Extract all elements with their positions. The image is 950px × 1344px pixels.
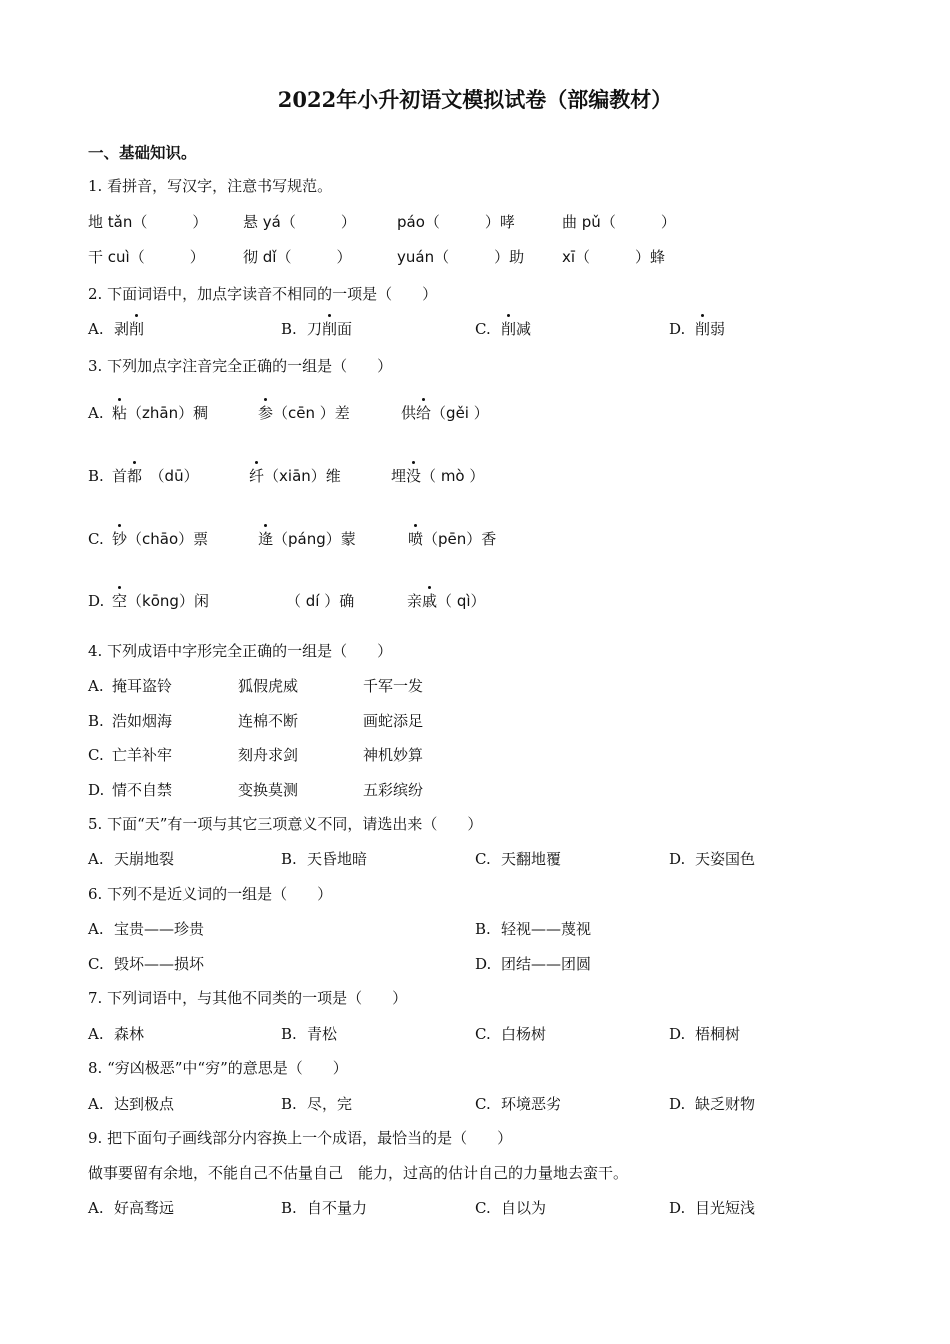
option-text: ） [468, 404, 489, 422]
option-letter: D. [669, 850, 686, 868]
question-5-stem: 5. 下面“天”有一项与其它三项意义不同，请选出来（ ） [88, 815, 483, 833]
option-text: ） [470, 592, 486, 610]
option-c [475, 319, 531, 339]
option-b [281, 1198, 367, 1218]
option-letter: C. [475, 850, 491, 868]
option-letter: C. [88, 746, 104, 764]
pinyin-item [243, 247, 352, 267]
answer-blank: （ ） [129, 248, 205, 266]
option-b [475, 919, 591, 939]
option-text: 梧桐树 [695, 1025, 741, 1043]
option-text: 减 [516, 320, 532, 338]
option-text: 刀 [307, 320, 323, 338]
pinyin-text: mò [440, 467, 465, 485]
option-letter: D. [669, 320, 686, 338]
option-text: 弱 [710, 320, 726, 338]
dotted-char: 都 [127, 467, 143, 485]
pinyin-text: pēn [438, 530, 467, 548]
option-text: 剥 [114, 320, 130, 338]
dotted-char: 没 [406, 467, 422, 485]
pinyin-choice [258, 529, 356, 549]
option-letter: A. [88, 320, 104, 338]
answer-blank: （ ）蜂 [575, 248, 666, 266]
option-a [88, 319, 144, 339]
pinyin-item [397, 247, 524, 267]
option-d [669, 849, 755, 869]
option-letter: C. [475, 1025, 491, 1043]
idiom: 浩如烟海 [112, 712, 173, 730]
question-8-stem: 8. “穷凶极恶”中“穷”的意思是（ ） [88, 1059, 348, 1077]
option-c [475, 1198, 546, 1218]
pinyin-choice [112, 466, 199, 486]
option-text: 好高骛远 [114, 1199, 175, 1217]
dotted-char: 削 [322, 320, 338, 338]
option-text: 目光短浅 [695, 1199, 756, 1217]
option-letter: A. [88, 1025, 104, 1043]
option-text: 尽，完 [307, 1095, 353, 1113]
dotted-char: 喷 [408, 530, 424, 548]
item-prefix: 曲 [562, 213, 582, 231]
option-letter: D. [88, 781, 105, 799]
option-text: ）闲 [178, 592, 209, 610]
pinyin-item [88, 212, 207, 232]
dotted-char: 空 [112, 592, 128, 610]
option-text: 缺乏财物 [695, 1095, 756, 1113]
bracket: （ [273, 404, 289, 422]
pinyin-text: páo [397, 213, 425, 231]
pinyin-text: dū [164, 467, 184, 485]
idiom: 狐假虎威 [238, 677, 299, 695]
option-letter: D. [475, 955, 492, 973]
answer-blank: （ ） [600, 213, 676, 231]
option-d [669, 319, 725, 339]
pinyin-item [243, 212, 356, 232]
dotted-char: 给 [416, 404, 432, 422]
pinyin-text: chāo [142, 530, 179, 548]
option-letter: A. [88, 1199, 104, 1217]
pinyin-text: tǎn [107, 213, 133, 231]
pinyin-text: zhān [142, 404, 179, 422]
option-text: 首 [112, 467, 128, 485]
pinyin-item [397, 212, 515, 232]
option-a [88, 1024, 144, 1044]
question-9-stem: 9. 把下面句子画线部分内容换上一个成语，最恰当的是（ ） [88, 1129, 513, 1147]
option-letter: D. [669, 1025, 686, 1043]
option-letter: C. [475, 320, 491, 338]
pinyin-choice [112, 403, 208, 423]
idiom: 五彩缤纷 [363, 781, 424, 799]
option-text: 供 [401, 404, 417, 422]
bracket: （ [273, 530, 289, 548]
pinyin-choice [112, 591, 209, 611]
option-letter: B. [88, 712, 104, 730]
option-text: 面 [337, 320, 353, 338]
page-title: 2022年小升初语文模拟试卷（部编教材） [277, 87, 673, 112]
option-text: 天姿国色 [695, 850, 756, 868]
option-text: 毁坏——损坏 [114, 955, 205, 973]
idiom: 画蛇添足 [363, 712, 424, 730]
option-text: ）确 [319, 592, 355, 610]
option-b [281, 319, 352, 339]
pinyin-item [88, 247, 205, 267]
bracket: （ [127, 404, 143, 422]
pinyin-item [562, 212, 676, 232]
item-prefix: 悬 [243, 213, 263, 231]
option-b [281, 849, 367, 869]
answer-blank: （ ）助 [434, 248, 525, 266]
pinyin-choice [112, 529, 208, 549]
option-letter: C. [475, 1199, 491, 1217]
pinyin-item [562, 247, 665, 267]
option-text: 团结——团圆 [501, 955, 592, 973]
option-letter: B. [88, 467, 104, 485]
bracket: （ [142, 467, 165, 485]
pinyin-text: dí [305, 592, 320, 610]
option-text: 天昏地暗 [307, 850, 368, 868]
option-letter: A. [88, 1095, 104, 1113]
option-d [475, 954, 591, 974]
dotted-char: 粘 [112, 404, 128, 422]
bracket: （ [421, 467, 441, 485]
pinyin-text: gěi [446, 404, 469, 422]
option-text: 轻视——蔑视 [501, 920, 592, 938]
question-2-stem: 2. 下面词语中，加点字读音不相同的一项是（ ） [88, 285, 438, 303]
question-9-sentence: 做事要留有余地，不能自己不估量自己 能力，过高的估计自己的力量地去蛮干。 [88, 1164, 629, 1182]
option-text: 白杨树 [501, 1025, 547, 1043]
pinyin-text: cēn [288, 404, 316, 422]
option-a [88, 1198, 174, 1218]
option-letter: B. [281, 850, 297, 868]
option-letter: A. [88, 920, 104, 938]
dotted-char: 戚 [422, 592, 438, 610]
idiom: 千军一发 [363, 677, 424, 695]
pinyin-text: dǐ [262, 248, 277, 266]
option-letter: B. [281, 1095, 297, 1113]
pinyin-text: xī [562, 248, 576, 266]
option-b [281, 1094, 352, 1114]
option-letter: C. [475, 1095, 491, 1113]
option-text: 天崩地裂 [114, 850, 175, 868]
pinyin-text: yuán [397, 248, 435, 266]
idiom: 刻舟求剑 [238, 746, 299, 764]
option-text: ）香 [466, 530, 497, 548]
bracket: （ [423, 530, 439, 548]
option-text: 自以为 [501, 1199, 547, 1217]
pinyin-choice [408, 529, 496, 549]
dotted-char: 纤 [249, 467, 265, 485]
pinyin-text: páng [288, 530, 326, 548]
option-text: 环境恶劣 [501, 1095, 562, 1113]
dotted-char: 钞 [112, 530, 128, 548]
pinyin-text: kōng [142, 592, 179, 610]
option-text: ）蒙 [325, 530, 356, 548]
option-text: ）稠 [178, 404, 209, 422]
item-prefix: 彻 [243, 248, 263, 266]
option-d [669, 1094, 755, 1114]
bracket: （ [286, 592, 306, 610]
option-text: 青松 [307, 1025, 338, 1043]
idiom: 变换莫测 [238, 781, 299, 799]
option-letter: C. [88, 530, 104, 548]
idiom: 亡羊补牢 [112, 746, 173, 764]
idiom: 连棉不断 [238, 712, 299, 730]
option-text: ）票 [178, 530, 209, 548]
idiom: 掩耳盗铃 [112, 677, 173, 695]
option-letter: B. [475, 920, 491, 938]
option-text: ） [183, 467, 199, 485]
idiom: 情不自禁 [112, 781, 173, 799]
question-6-stem: 6. 下列不是近义词的一组是（ ） [88, 885, 333, 903]
option-letter: B. [281, 1025, 297, 1043]
pinyin-choice [391, 466, 484, 486]
option-c [475, 1024, 546, 1044]
bracket: （ [437, 592, 457, 610]
option-letter: D. [669, 1199, 686, 1217]
option-c [475, 1094, 561, 1114]
question-1-stem: 1. 看拼音，写汉字，注意书写规范。 [88, 177, 333, 195]
option-text: ）维 [310, 467, 341, 485]
option-text: 森林 [114, 1025, 145, 1043]
item-prefix: 地 [88, 213, 108, 231]
option-text: 宝贵——珍贵 [114, 920, 205, 938]
option-c [88, 954, 204, 974]
question-3-stem: 3. 下列加点字注音完全正确的一组是（ ） [88, 357, 393, 375]
bracket: （ [127, 530, 143, 548]
answer-blank: （ ） [280, 213, 356, 231]
option-letter: C. [88, 955, 104, 973]
option-text: ）差 [315, 404, 350, 422]
option-d [669, 1198, 755, 1218]
option-letter: A. [88, 850, 104, 868]
pinyin-text: yá [262, 213, 281, 231]
option-a [88, 919, 204, 939]
pinyin-text: qì [456, 592, 471, 610]
option-d [669, 1024, 740, 1044]
option-text: 自不量力 [307, 1199, 368, 1217]
pinyin-choice [286, 591, 354, 611]
item-prefix: 干 [88, 248, 108, 266]
option-a [88, 849, 174, 869]
answer-blank: （ ）哮 [424, 213, 515, 231]
question-7-stem: 7. 下列词语中，与其他不同类的一项是（ ） [88, 989, 408, 1007]
option-b [281, 1024, 337, 1044]
dotted-char: 削 [695, 320, 711, 338]
bracket: （ [264, 467, 280, 485]
pinyin-choice [401, 403, 489, 423]
pinyin-text: xiān [279, 467, 311, 485]
option-text: 亲 [407, 592, 423, 610]
option-text: 埋 [391, 467, 407, 485]
question-4-stem: 4. 下列成语中字形完全正确的一组是（ ） [88, 642, 393, 660]
pinyin-choice [258, 403, 350, 423]
idiom: 神机妙算 [363, 746, 424, 764]
option-c [475, 849, 561, 869]
option-text: 天翻地覆 [501, 850, 562, 868]
option-letter: A. [88, 677, 104, 695]
dotted-char: 削 [129, 320, 145, 338]
option-a [88, 1094, 174, 1114]
answer-blank: （ ） [276, 248, 352, 266]
section-heading: 一、基础知识。 [88, 143, 197, 162]
dotted-char: 参 [258, 404, 274, 422]
pinyin-text: cuì [107, 248, 130, 266]
answer-blank: （ ） [132, 213, 208, 231]
bracket: （ [431, 404, 447, 422]
option-letter: D. [88, 592, 105, 610]
pinyin-choice [249, 466, 341, 486]
option-letter: B. [281, 1199, 297, 1217]
bracket: （ [127, 592, 143, 610]
option-letter: D. [669, 1095, 686, 1113]
option-text: 达到极点 [114, 1095, 175, 1113]
dotted-char: 逄 [258, 530, 274, 548]
option-letter: A. [88, 404, 104, 422]
option-text: ） [464, 467, 485, 485]
dotted-char: 削 [501, 320, 517, 338]
pinyin-choice [407, 591, 486, 611]
pinyin-text: pǔ [581, 213, 601, 231]
option-letter: B. [281, 320, 297, 338]
